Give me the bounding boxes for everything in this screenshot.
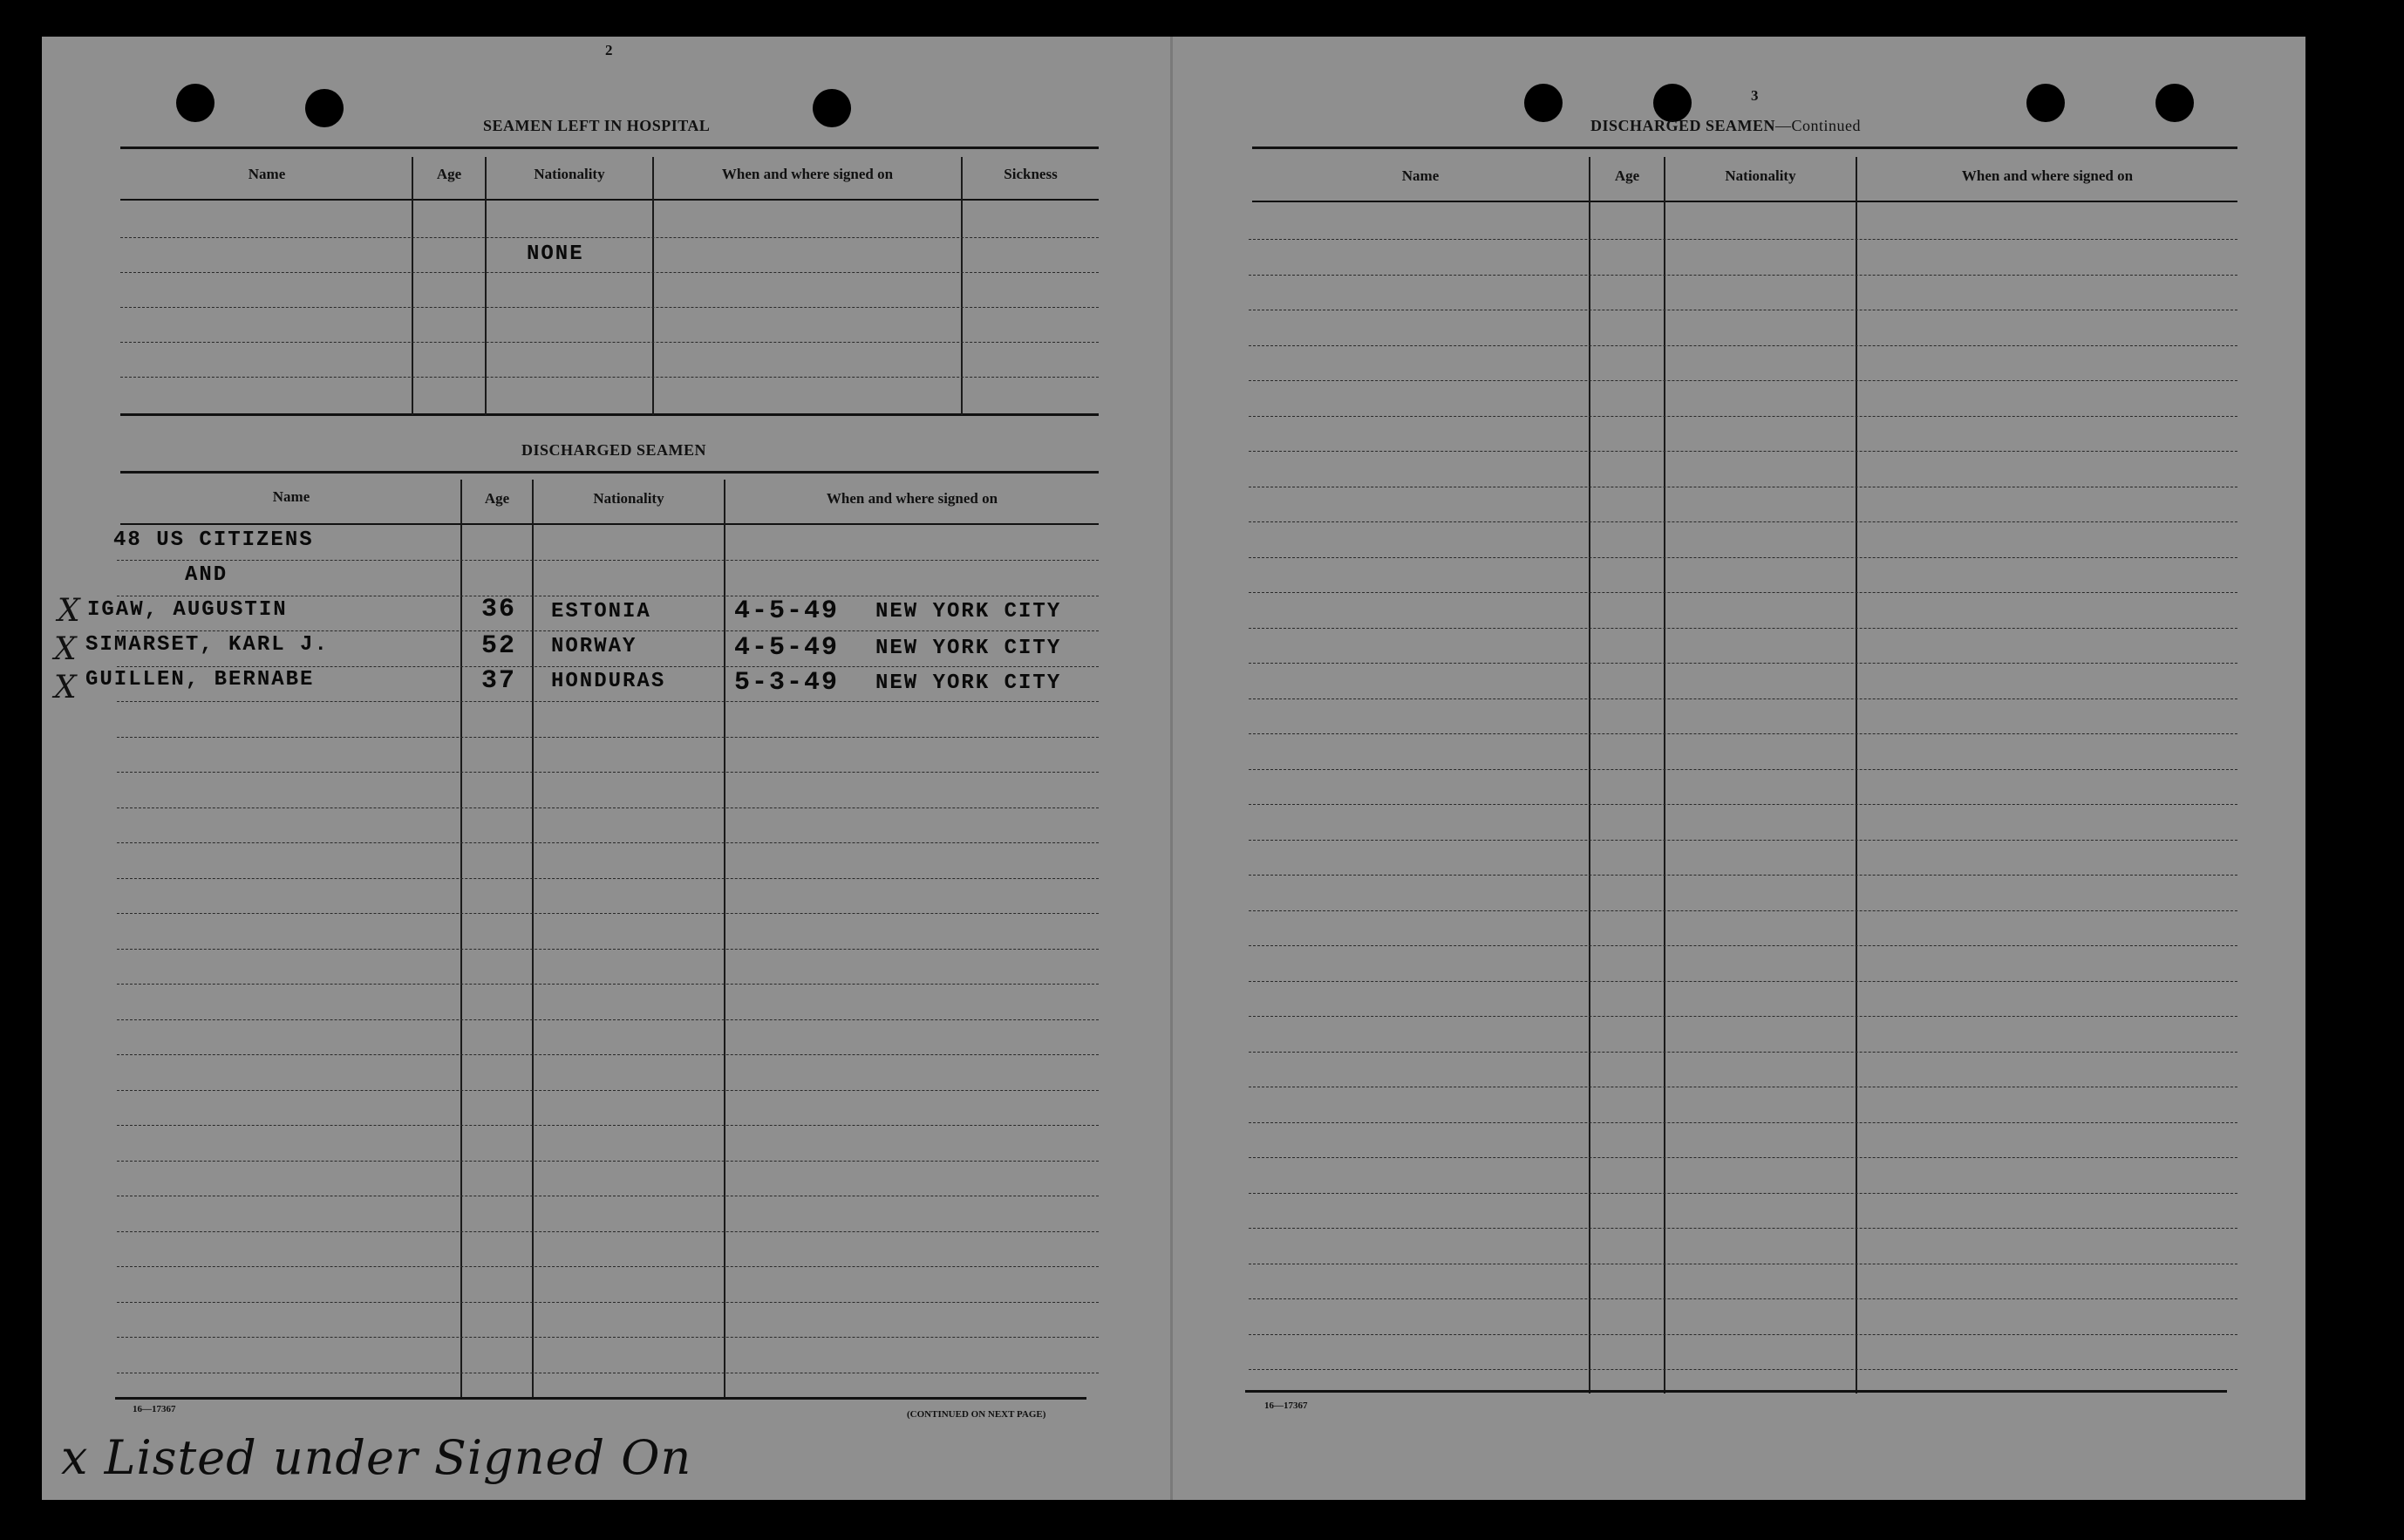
discharged-header-rule [120, 523, 1099, 525]
ruled-line [1249, 380, 2237, 381]
ruled-line [1249, 1369, 2237, 1370]
row-name: GUILLEN, BERNABE [85, 668, 315, 692]
ruled-line [1249, 1052, 2237, 1053]
row-age: 36 [481, 595, 517, 624]
ruled-line [1249, 1193, 2237, 1194]
right-col-divider [1664, 157, 1665, 1393]
discharged-top-rule [120, 471, 1099, 474]
right-col-divider [1856, 157, 1857, 1393]
ruled-line [1249, 1228, 2237, 1229]
ruled-line [1249, 875, 2237, 876]
ruled-line [1249, 733, 2237, 734]
ruled-line [1249, 1334, 2237, 1335]
ruled-line [1249, 557, 2237, 558]
page-fold [1170, 37, 1173, 1500]
ruled-line [117, 560, 1099, 561]
page-number-left: 2 [605, 42, 613, 58]
punch-hole [2026, 84, 2065, 122]
hospital-col-age: Age [436, 166, 462, 182]
ruled-line [117, 1337, 1099, 1338]
hospital-row-line [120, 342, 1099, 343]
ruled-line [1249, 1122, 2237, 1123]
right-bottom-rule [1245, 1390, 2227, 1393]
right-header-rule [1252, 201, 2237, 202]
x-mark: X [54, 631, 77, 667]
x-mark: X [58, 593, 80, 629]
row-date: 4-5-49 [734, 596, 840, 626]
hospital-section-title: SEAMEN LEFT IN HOSPITAL [483, 117, 711, 134]
discharged-section-title: DISCHARGED SEAMEN [521, 441, 707, 459]
discharged-col-nationality: Nationality [593, 490, 664, 507]
handwritten-note: x Listed under Signed On [61, 1430, 692, 1485]
right-col-nationality: Nationality [1725, 167, 1796, 184]
right-title-main: DISCHARGED SEAMEN [1590, 117, 1776, 134]
right-section-title [1590, 117, 1861, 135]
punch-hole [2155, 84, 2194, 122]
hospital-row-line [120, 307, 1099, 308]
ruled-line [1249, 416, 2237, 417]
discharged-col-divider [724, 480, 725, 1399]
ruled-line [1249, 663, 2237, 664]
ruled-line [1249, 521, 2237, 522]
form-number-left: 16—17367 [133, 1404, 176, 1414]
ruled-line [1249, 275, 2237, 276]
discharged-bottom-rule [115, 1397, 1086, 1400]
discharged-col-signed-on: When and where signed on [826, 490, 998, 507]
punch-hole [305, 89, 344, 127]
ruled-line [117, 1161, 1099, 1162]
ruled-line [117, 878, 1099, 879]
ruled-line [117, 842, 1099, 843]
row-date: 4-5-49 [734, 633, 840, 663]
ruled-line [1249, 239, 2237, 240]
hospital-header-rule [120, 199, 1099, 201]
row-age: 37 [481, 666, 517, 696]
ruled-line [117, 666, 1099, 667]
discharged-col-divider [532, 480, 534, 1399]
ruled-line [1249, 628, 2237, 629]
ruled-line [117, 913, 1099, 914]
hospital-none-entry: NONE [527, 242, 584, 266]
ruled-line [117, 1231, 1099, 1232]
punch-hole [1524, 84, 1563, 122]
discharged-col-name: Name [272, 488, 310, 505]
ruled-line [1249, 345, 2237, 346]
hospital-row-line [120, 377, 1099, 378]
ruled-line [1249, 945, 2237, 946]
ruled-line [117, 630, 1099, 631]
ruled-line [1249, 840, 2237, 841]
ruled-line [117, 1054, 1099, 1055]
ruled-line [1249, 804, 2237, 805]
ruled-line [117, 949, 1099, 950]
row-nationality: ESTONIA [551, 600, 651, 623]
right-col-signed-on: When and where signed on [1961, 167, 2134, 184]
ruled-line [117, 1302, 1099, 1303]
ruled-line [1249, 910, 2237, 911]
row-name: SIMARSET, KARL J. [85, 633, 329, 657]
and-line: AND [185, 563, 228, 587]
ruled-line [1249, 1016, 2237, 1017]
ruled-line [1249, 451, 2237, 452]
ruled-line [1249, 769, 2237, 770]
row-nationality: NORWAY [551, 635, 637, 658]
discharged-col-divider [460, 480, 462, 1399]
row-place: NEW YORK CITY [875, 671, 1062, 695]
hospital-row-line [120, 272, 1099, 273]
row-date: 5-3-49 [734, 668, 840, 698]
ruled-line [1249, 592, 2237, 593]
hospital-bottom-rule [120, 413, 1099, 416]
row-place: NEW YORK CITY [875, 637, 1062, 660]
ruled-line [117, 1019, 1099, 1020]
right-title-continued: —Continued [1775, 117, 1862, 134]
row-nationality: HONDURAS [551, 670, 666, 693]
ruled-line [117, 772, 1099, 773]
count-line: 48 US CITIZENS [113, 528, 314, 552]
form-number-right: 16—17367 [1264, 1400, 1308, 1411]
row-age: 52 [481, 631, 517, 661]
discharged-col-age: Age [484, 490, 510, 507]
continued-note: (CONTINUED ON NEXT PAGE) [907, 1409, 1046, 1420]
ruled-line [117, 1090, 1099, 1091]
ruled-line [117, 807, 1099, 808]
ruled-line [117, 1125, 1099, 1126]
row-place: NEW YORK CITY [875, 600, 1062, 623]
hospital-row-line [120, 237, 1099, 238]
ruled-line [117, 1266, 1099, 1267]
ruled-line [117, 737, 1099, 738]
hospital-col-sickness: Sickness [1004, 166, 1058, 182]
right-col-age: Age [1614, 167, 1640, 184]
ruled-line [1249, 981, 2237, 982]
punch-hole [176, 84, 215, 122]
hospital-col-signed-on: When and where signed on [721, 166, 894, 182]
right-col-divider [1589, 157, 1590, 1393]
punch-hole [813, 89, 851, 127]
right-top-rule [1252, 147, 2237, 149]
ruled-line [117, 701, 1099, 702]
hospital-col-name: Name [248, 166, 286, 182]
ruled-line [1249, 1157, 2237, 1158]
right-col-name: Name [1401, 167, 1440, 184]
hospital-top-rule [120, 147, 1099, 149]
page-number-right: 3 [1751, 87, 1759, 104]
x-mark: X [54, 670, 77, 705]
ruled-line [1249, 698, 2237, 699]
ruled-line [1249, 1298, 2237, 1299]
hospital-col-nationality: Nationality [534, 166, 605, 182]
ruled-line [117, 984, 1099, 985]
row-name: IGAW, AUGUSTIN [87, 598, 288, 622]
